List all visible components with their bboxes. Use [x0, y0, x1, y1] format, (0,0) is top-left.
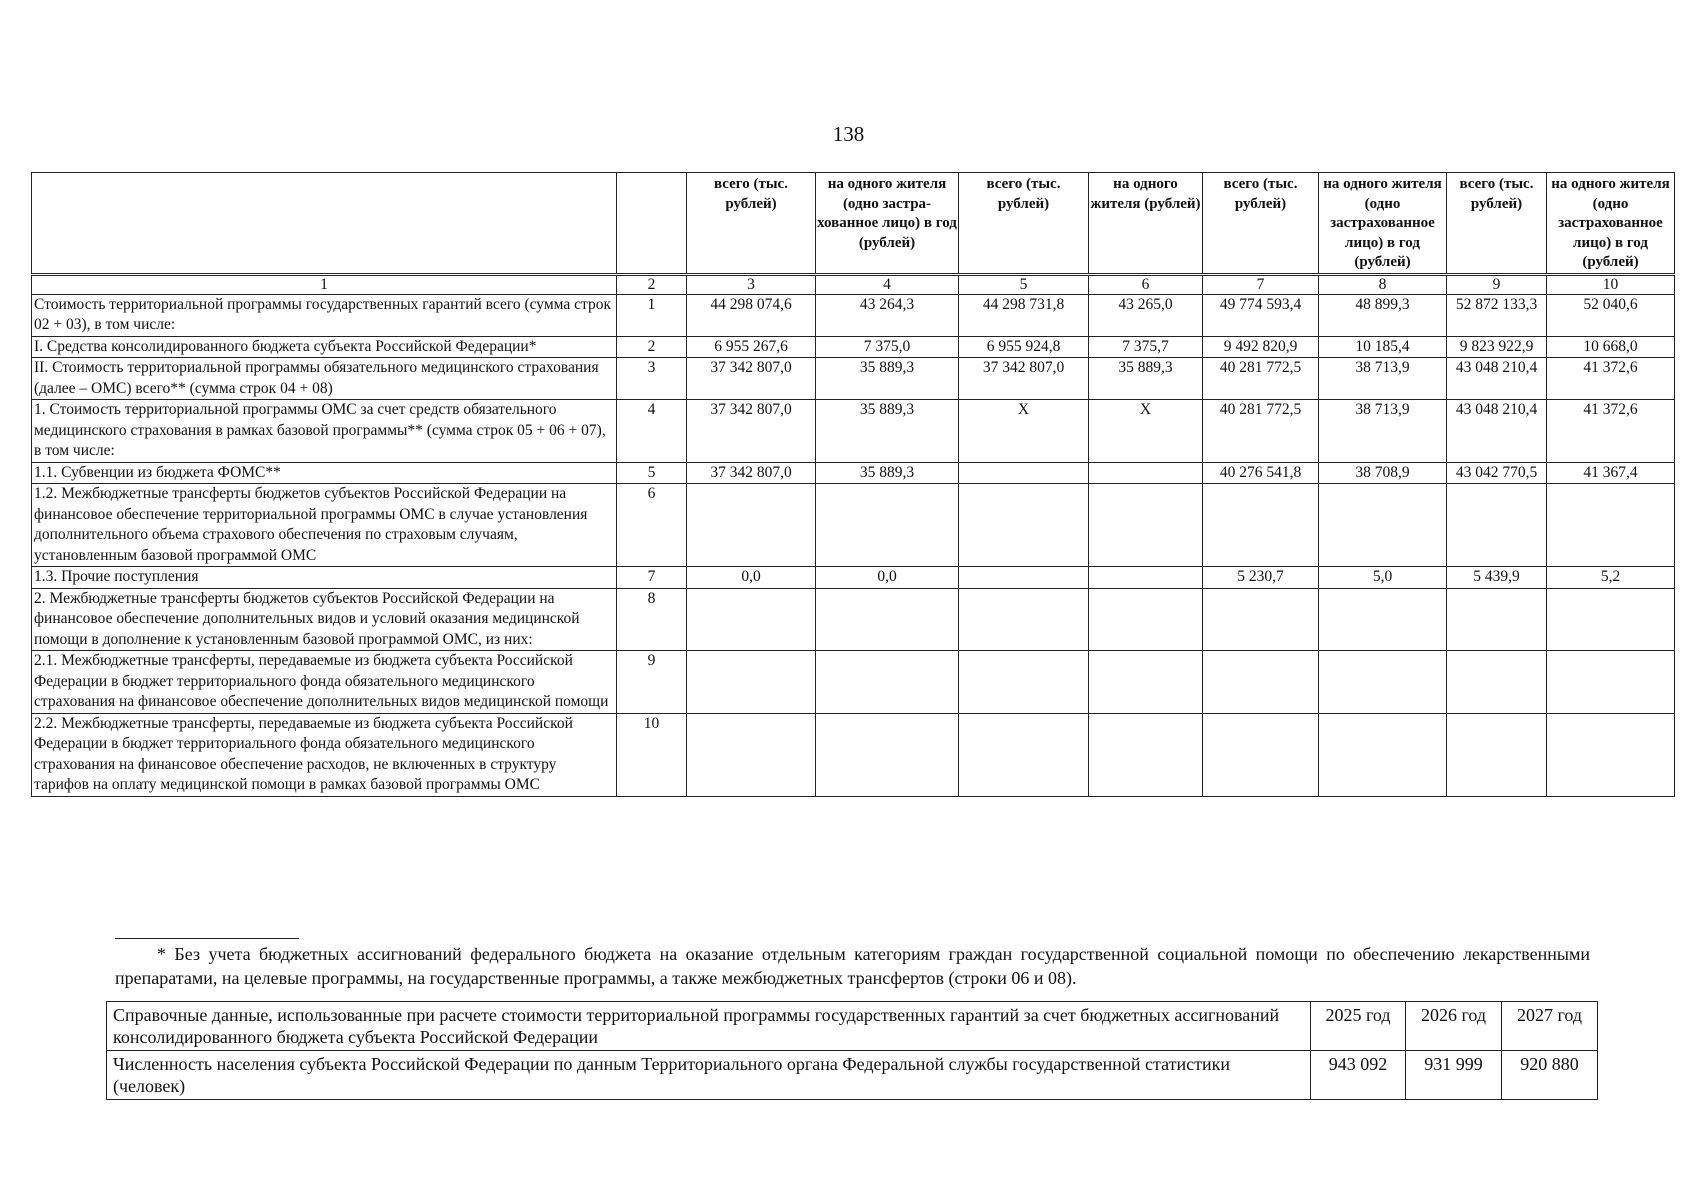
column-number-row [32, 274, 1675, 294]
value-cell [1319, 484, 1447, 567]
value-cell: 38 713,9 [1319, 400, 1447, 463]
column-number: 4 [816, 274, 959, 294]
value-cell: 5,0 [1319, 567, 1447, 589]
value-cell [1319, 713, 1447, 796]
header-cell: на одного жителя (одно застрахованное лицо) в год (рублей) [1319, 173, 1447, 275]
value-cell: 37 342 807,0 [959, 358, 1089, 400]
value-cell [1447, 651, 1547, 714]
column-number: 8 [1319, 274, 1447, 294]
table-header-row [32, 173, 1675, 275]
header-cell [32, 173, 617, 275]
column-number: 3 [687, 274, 816, 294]
value-cell: 0,0 [816, 567, 959, 589]
value-cell [1447, 588, 1547, 651]
value-cell: 43 048 210,4 [1447, 400, 1547, 463]
population-label: Численность населения субъекта Российской Федерации по данным Территориального органа Федеральной службы государственной статистики (человек) [107, 1051, 1311, 1100]
column-number: 5 [959, 274, 1089, 294]
value-cell [1089, 462, 1203, 484]
value-cell [1547, 651, 1675, 714]
year-header: 2026 год [1406, 1002, 1502, 1051]
row-label: I. Средства консолидированного бюджета субъекта Российской Федерации* [32, 336, 617, 358]
value-cell: 35 889,3 [816, 400, 959, 463]
value-cell: 41 372,6 [1547, 358, 1675, 400]
value-cell: 40 276 541,8 [1203, 462, 1319, 484]
value-cell [816, 651, 959, 714]
value-cell [959, 588, 1089, 651]
value-cell [1089, 651, 1203, 714]
value-cell: 35 889,3 [816, 358, 959, 400]
value-cell: 41 372,6 [1547, 400, 1675, 463]
value-cell [1089, 713, 1203, 796]
column-number: 2 [617, 274, 687, 294]
value-cell: 43 048 210,4 [1447, 358, 1547, 400]
table-row [32, 713, 1675, 796]
table-row [32, 294, 1675, 336]
header-cell: всего (тыс. рублей) [687, 173, 816, 275]
value-cell: 6 955 924,8 [959, 336, 1089, 358]
value-cell: 44 298 731,8 [959, 294, 1089, 336]
value-cell: 49 774 593,4 [1203, 294, 1319, 336]
column-number: 7 [1203, 274, 1319, 294]
value-cell [959, 651, 1089, 714]
value-cell: Х [1089, 400, 1203, 463]
population-value: 931 999 [1406, 1051, 1502, 1100]
value-cell: 10 185,4 [1319, 336, 1447, 358]
value-cell [959, 567, 1089, 589]
header-cell: всего (тыс. рублей) [959, 173, 1089, 275]
value-cell [687, 484, 816, 567]
table-row [32, 400, 1675, 463]
value-cell: 38 708,9 [1319, 462, 1447, 484]
table-row [32, 336, 1675, 358]
value-cell: 37 342 807,0 [687, 462, 816, 484]
row-number: 6 [617, 484, 687, 567]
row-number: 8 [617, 588, 687, 651]
header-cell: на одного жителя (рублей) [1089, 173, 1203, 275]
population-value: 943 092 [1311, 1051, 1406, 1100]
value-cell [1319, 651, 1447, 714]
header-cell: на одного жителя (одно застра-хованное лицо) в год (рублей) [816, 173, 959, 275]
reference-header-row [107, 1002, 1598, 1051]
row-number: 1 [617, 294, 687, 336]
value-cell: 7 375,0 [816, 336, 959, 358]
row-label: 2. Межбюджетные трансферты бюджетов субъектов Российской Федерации на финансовое обеспечение дополнительных видов и условий оказания медицинской помощи в дополнение к установленным базовой программой ОМС, из них: [32, 588, 617, 651]
value-cell: 5,2 [1547, 567, 1675, 589]
value-cell [816, 713, 959, 796]
value-cell: 35 889,3 [1089, 358, 1203, 400]
value-cell: 7 375,7 [1089, 336, 1203, 358]
value-cell: 6 955 267,6 [687, 336, 816, 358]
value-cell [816, 588, 959, 651]
row-label: 1.1. Субвенции из бюджета ФОМС** [32, 462, 617, 484]
header-cell: на одного жителя (одно застрахованное лицо) в год (рублей) [1547, 173, 1675, 275]
footnote: * Без учета бюджетных ассигнований федерального бюджета на оказание отдельным категориям граждан государственной социальной помощи по обеспечению лекарственными препаратами, на целевые программы, на государственные программы, а также межбюджетных трансфертов (строки 06 и 08). [115, 944, 1590, 988]
value-cell [1203, 713, 1319, 796]
table-row [32, 651, 1675, 714]
value-cell: 43 042 770,5 [1447, 462, 1547, 484]
value-cell: 37 342 807,0 [687, 400, 816, 463]
row-label: Стоимость территориальной программы государственных гарантий всего (сумма строк 02 + 03), в том числе: [32, 294, 617, 336]
value-cell: 52 040,6 [1547, 294, 1675, 336]
value-cell [959, 713, 1089, 796]
value-cell: 5 230,7 [1203, 567, 1319, 589]
cost-table [31, 172, 1675, 797]
value-cell [816, 484, 959, 567]
population-value: 920 880 [1502, 1051, 1598, 1100]
row-number: 7 [617, 567, 687, 589]
table-row [32, 462, 1675, 484]
row-number: 10 [617, 713, 687, 796]
reference-header-label: Справочные данные, использованные при расчете стоимости территориальной программы государственных гарантий за счет бюджетных ассигнований консолидированного бюджета субъекта Российской Федерации [107, 1002, 1311, 1051]
column-number: 1 [32, 274, 617, 294]
value-cell: Х [959, 400, 1089, 463]
value-cell [1203, 588, 1319, 651]
value-cell [1547, 484, 1675, 567]
column-number: 6 [1089, 274, 1203, 294]
value-cell [1089, 567, 1203, 589]
value-cell: 48 899,3 [1319, 294, 1447, 336]
footnote-divider [115, 938, 299, 939]
value-cell [959, 484, 1089, 567]
value-cell: 43 264,3 [816, 294, 959, 336]
value-cell: 37 342 807,0 [687, 358, 816, 400]
value-cell: 5 439,9 [1447, 567, 1547, 589]
row-label: 2.2. Межбюджетные трансферты, передаваемые из бюджета субъекта Российской Федерации в бюджет территориального фонда обязательного медицинского страхования на финансовое обеспечение расходов, не включенных в структуру тарифов на оплату медицинской помощи в рамках базовой программы ОМС [32, 713, 617, 796]
value-cell: 41 367,4 [1547, 462, 1675, 484]
value-cell: 0,0 [687, 567, 816, 589]
row-label: 2.1. Межбюджетные трансферты, передаваемые из бюджета субъекта Российской Федерации в бюджет территориального фонда обязательного медицинского страхования на финансовое обеспечение дополнительных видов медицинской помощи [32, 651, 617, 714]
value-cell: 9 823 922,9 [1447, 336, 1547, 358]
value-cell [1319, 588, 1447, 651]
value-cell [687, 651, 816, 714]
value-cell: 40 281 772,5 [1203, 358, 1319, 400]
table-row [32, 484, 1675, 567]
value-cell: 52 872 133,3 [1447, 294, 1547, 336]
table-row [32, 358, 1675, 400]
value-cell: 38 713,9 [1319, 358, 1447, 400]
header-cell [617, 173, 687, 275]
value-cell [1547, 588, 1675, 651]
population-row [107, 1051, 1598, 1100]
year-header: 2027 год [1502, 1002, 1598, 1051]
table-row [32, 567, 1675, 589]
row-label: II. Стоимость территориальной программы обязательного медицинского страхования (далее – ОМС) всего** (сумма строк 04 + 08) [32, 358, 617, 400]
value-cell: 9 492 820,9 [1203, 336, 1319, 358]
row-number: 5 [617, 462, 687, 484]
value-cell: 10 668,0 [1547, 336, 1675, 358]
table-row [32, 588, 1675, 651]
year-header: 2025 год [1311, 1002, 1406, 1051]
value-cell [1447, 713, 1547, 796]
column-number: 9 [1447, 274, 1547, 294]
page-number: 138 [832, 122, 865, 146]
column-number: 10 [1547, 274, 1675, 294]
reference-table [106, 1001, 1598, 1100]
row-label: 1.2. Межбюджетные трансферты бюджетов субъектов Российской Федерации на финансовое обеспечение территориальной программы ОМС в случае установления дополнительного объема страхового обеспечения по страховым случаям, установленным базовой программой ОМС [32, 484, 617, 567]
value-cell: 40 281 772,5 [1203, 400, 1319, 463]
value-cell: 35 889,3 [816, 462, 959, 484]
row-number: 3 [617, 358, 687, 400]
header-cell: всего (тыс. рублей) [1203, 173, 1319, 275]
value-cell [959, 462, 1089, 484]
value-cell: 44 298 074,6 [687, 294, 816, 336]
value-cell [1447, 484, 1547, 567]
value-cell [1203, 484, 1319, 567]
value-cell: 43 265,0 [1089, 294, 1203, 336]
row-number: 9 [617, 651, 687, 714]
row-label: 1.3. Прочие поступления [32, 567, 617, 589]
header-cell: всего (тыс. рублей) [1447, 173, 1547, 275]
value-cell [687, 588, 816, 651]
value-cell [1089, 484, 1203, 567]
value-cell [1089, 588, 1203, 651]
row-number: 2 [617, 336, 687, 358]
value-cell [687, 713, 816, 796]
value-cell [1547, 713, 1675, 796]
row-label: 1. Стоимость территориальной программы ОМС за счет средств обязательного медицинского страхования в рамках базовой программы** (сумма строк 05 + 06 + 07), в том числе: [32, 400, 617, 463]
row-number: 4 [617, 400, 687, 463]
value-cell [1203, 651, 1319, 714]
